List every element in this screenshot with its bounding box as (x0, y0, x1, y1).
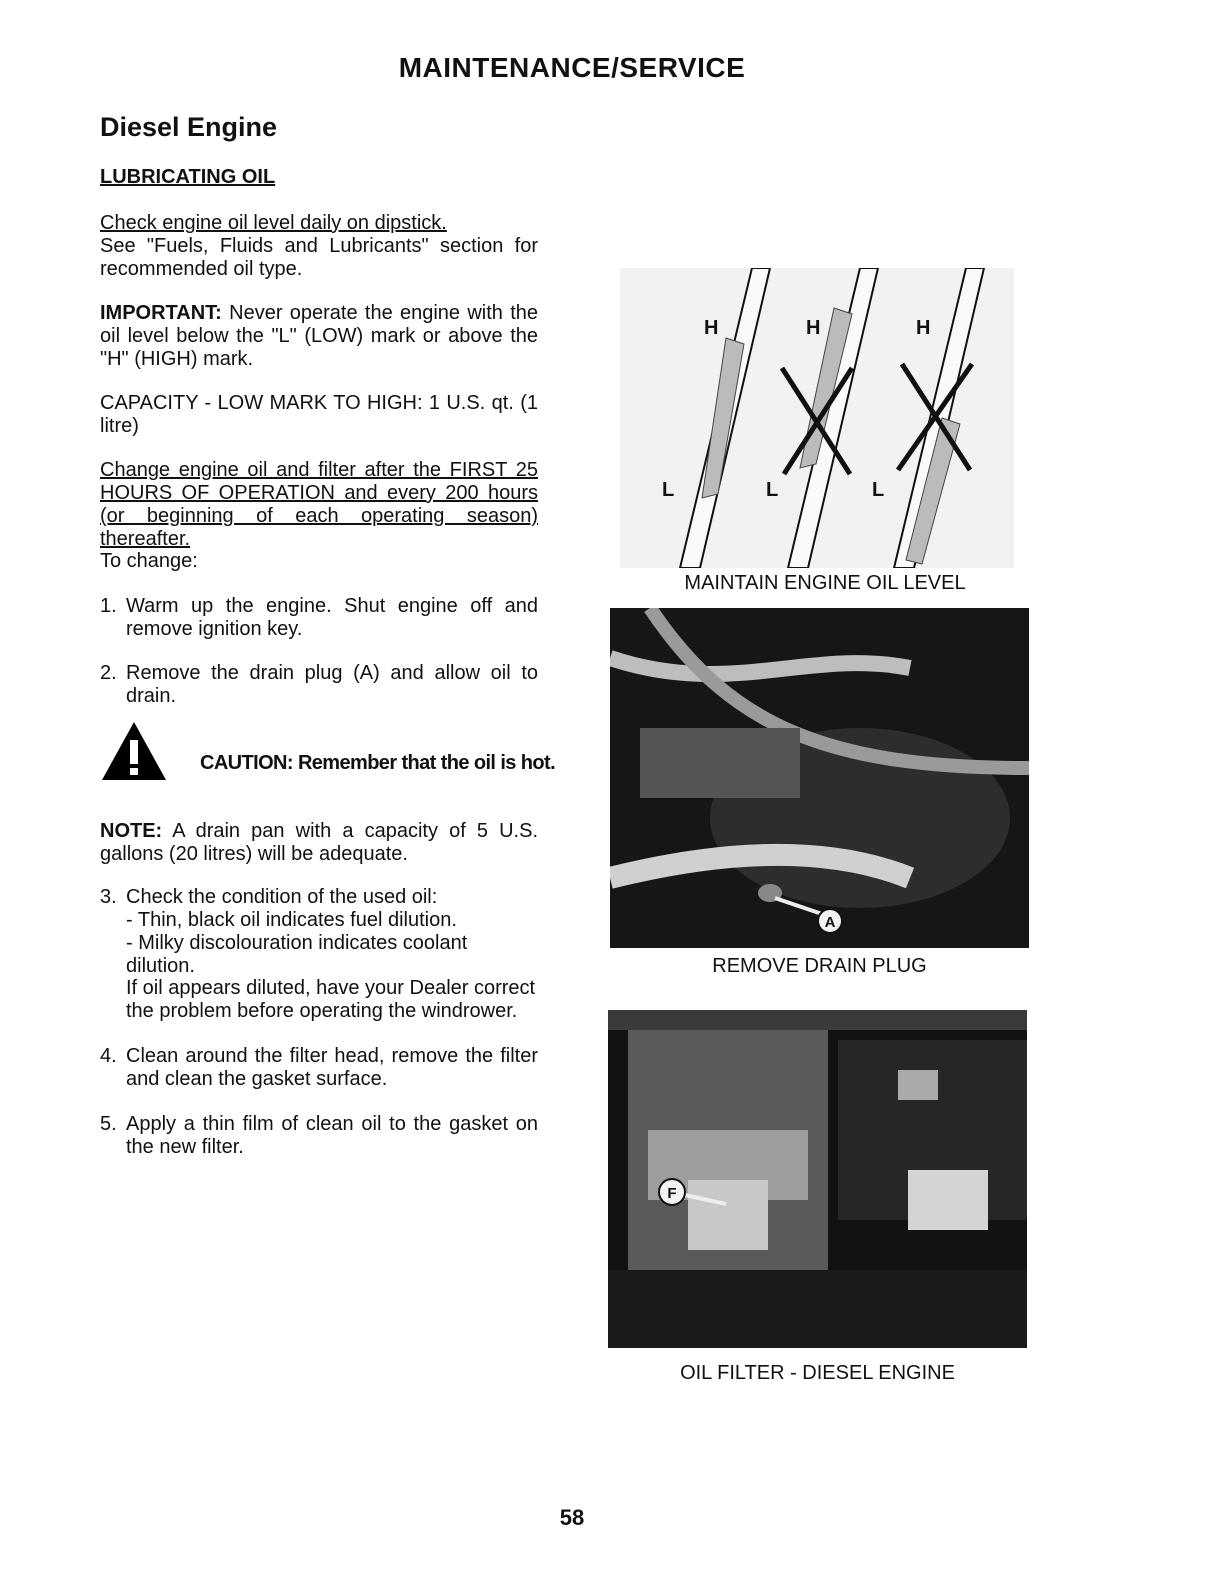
dipstick-high-mark-label: H (916, 317, 931, 339)
step-item (100, 595, 538, 641)
step-number: 5. (100, 1113, 117, 1135)
drain-plug-callout-label: A (824, 914, 836, 931)
subheading: LUBRICATING OIL (100, 166, 276, 188)
step-subitem: - Milky discolouration indicates coolant dilution. (126, 932, 468, 977)
important-label: IMPORTANT: (100, 302, 222, 324)
figure-caption: OIL FILTER - DIESEL ENGINE (680, 1362, 955, 1384)
note-text: A drain pan with a capacity of 5 U.S. gallons (20 litres) will be adequate. (100, 820, 538, 865)
dipstick-illustration (620, 268, 1014, 568)
step-text: Remove the drain plug (A) and allow oil to drain. (126, 662, 538, 707)
step-item (100, 1113, 538, 1159)
dipstick-low-mark-label: L (766, 479, 779, 501)
check-oil-paragraph (100, 212, 538, 281)
see-section-line: See "Fuels, Fluids and Lubricants" section for recommended oil type. (100, 235, 538, 280)
drain-plug-photo-drawing (610, 608, 1029, 948)
caution-text-line (200, 752, 555, 775)
step-text: Check the condition of the used oil: (126, 886, 438, 908)
drain-plug-photo (610, 608, 1029, 948)
section-heading: Diesel Engine (100, 112, 278, 142)
step-item (100, 662, 538, 708)
diluted-paragraph: If oil appears diluted, have your Dealer correct the problem before operating the windrower. (126, 977, 536, 1022)
figure-caption: REMOVE DRAIN PLUG (712, 955, 927, 977)
dipstick-low-mark-label: L (662, 479, 675, 501)
capacity-text: CAPACITY - LOW MARK TO HIGH: 1 U.S. qt. (1 litre) (100, 392, 538, 437)
step-number: 1. (100, 595, 117, 617)
page-number: 58 (559, 1505, 585, 1530)
to-change-label: To change: (100, 550, 198, 572)
step-text: Clean around the filter head, remove the filter and clean the gasket surface. (126, 1045, 538, 1090)
step-number: 3. (100, 886, 117, 908)
caution-warning-icon (100, 720, 168, 782)
caution-text: Remember that the oil is hot. (297, 752, 556, 774)
dipstick-high-mark-label: H (806, 317, 821, 339)
important-paragraph (100, 302, 538, 371)
caution-label: CAUTION: (200, 752, 293, 774)
step-item (100, 886, 538, 978)
oil-filter-callout-label: F (667, 1185, 677, 1202)
step-item (100, 1045, 538, 1091)
oil-filter-photo-drawing (608, 1010, 1027, 1348)
page-title: MAINTENANCE/SERVICE (398, 52, 746, 83)
step-number: 4. (100, 1045, 117, 1067)
note-paragraph (100, 820, 538, 866)
dipstick-high-mark-label: H (704, 317, 719, 339)
change-schedule-text: Change engine oil and filter after the FIRST 25 HOURS OF OPERATION and every 200 hours (or beginning of each operating season) thereafter. (100, 459, 538, 550)
dipstick-low-mark-label: L (872, 479, 885, 501)
oil-filter-photo (608, 1010, 1027, 1348)
step-subitem: - Thin, black oil indicates fuel dilution. (126, 909, 457, 931)
figure-caption: MAINTAIN ENGINE OIL LEVEL (684, 572, 966, 594)
step-text: Apply a thin film of clean oil to the gasket on the new filter. (126, 1113, 538, 1158)
note-label: NOTE: (100, 820, 163, 842)
step-number: 2. (100, 662, 117, 684)
check-oil-line: Check engine oil level daily on dipstick. (100, 212, 447, 234)
important-text: Never operate the engine with the oil level below the "L" (LOW) mark or above the "H" (HIGH) mark. (100, 302, 538, 370)
step-text: Warm up the engine. Shut engine off and remove ignition key. (126, 595, 538, 640)
